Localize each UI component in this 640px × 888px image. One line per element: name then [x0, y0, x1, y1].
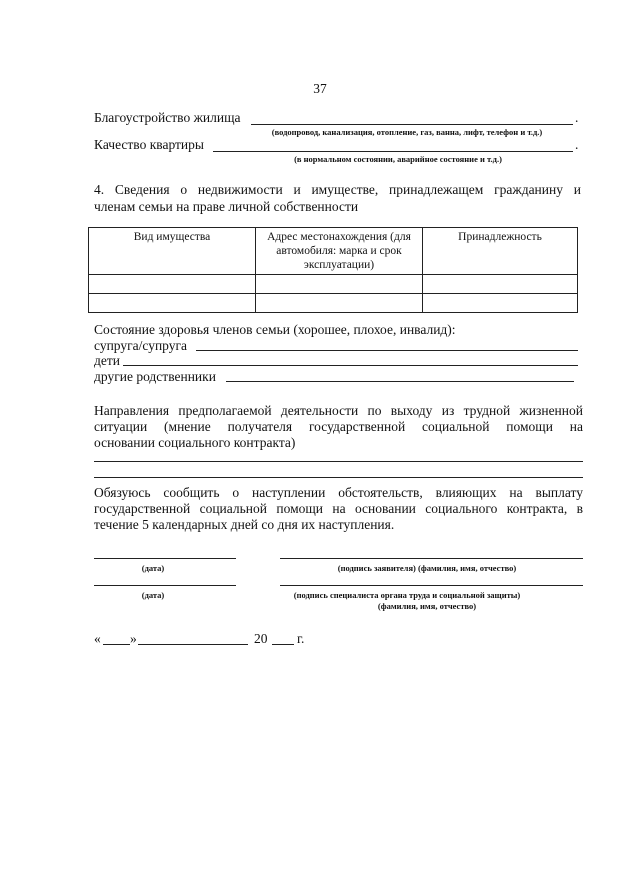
- applicant-signature-label: (подпись заявителя) (фамилия, имя, отчество): [337, 563, 517, 573]
- date-month-field[interactable]: [138, 644, 248, 645]
- property-ownership-cell[interactable]: [423, 294, 578, 313]
- specialist-signature-field[interactable]: [280, 585, 583, 586]
- property-table-header-row: [89, 228, 578, 275]
- directions-field-1[interactable]: [94, 461, 583, 462]
- obligation-line3: течение 5 календарных дней со дня их наступления.: [94, 517, 395, 532]
- directions-line1: Направления предполагаемой деятельности по выходу из трудной жизненной: [94, 403, 583, 418]
- property-type-header: Вид имущества: [89, 228, 256, 275]
- obligation-line2: государственной социальной помощи на основании социального контракта, в: [94, 501, 583, 516]
- date-open-quote: «: [94, 631, 101, 646]
- applicant-date-field[interactable]: [94, 558, 236, 559]
- section4-line2: членам семьи на праве личной собственности: [94, 199, 359, 214]
- apartment-quality-end-dot: .: [575, 137, 579, 152]
- spouse-label: супруга/супруга: [94, 338, 188, 353]
- children-label: дети: [94, 353, 120, 368]
- property-ownership-header: Принадлежность: [423, 228, 578, 275]
- children-health-field[interactable]: [123, 365, 578, 366]
- applicant-date-label: (дата): [141, 563, 165, 573]
- table-row: [89, 275, 578, 294]
- date-year-suffix: г.: [297, 631, 305, 646]
- specialist-signature-label: (подпись специалиста органа труда и социальной защиты): [293, 590, 521, 600]
- relatives-health-field[interactable]: [226, 381, 574, 382]
- property-address-header: Адрес местонахождения (для автомобиля: марка и срок эксплуатации): [256, 228, 423, 275]
- specialist-name-label: (фамилия, имя, отчество): [377, 601, 477, 611]
- relatives-label: другие родственники: [94, 369, 216, 384]
- housing-improvement-field[interactable]: [251, 124, 573, 125]
- directions-line2: ситуации (мнение получателя государственной социальной помощи на: [94, 419, 583, 434]
- table-row: [89, 294, 578, 313]
- date-day-field[interactable]: [103, 644, 130, 645]
- spouse-health-field[interactable]: [196, 350, 578, 351]
- property-type-cell[interactable]: [89, 275, 256, 294]
- page-number: 37: [313, 81, 327, 96]
- property-address-cell[interactable]: [256, 275, 423, 294]
- housing-improvement-label: Благоустройство жилища: [94, 110, 241, 125]
- obligation-line1: Обязуюсь сообщить о наступлении обстоятельств, влияющих на выплату: [94, 485, 583, 500]
- apartment-quality-hint: (в нормальном состоянии, аварийное состояние и т.д.): [294, 154, 502, 164]
- applicant-signature-field[interactable]: [280, 558, 583, 559]
- specialist-date-field[interactable]: [94, 585, 236, 586]
- property-table: [88, 227, 578, 313]
- date-close-quote: »: [130, 631, 137, 646]
- section4-line1: 4. Сведения о недвижимости и имуществе, принадлежащем гражданину и: [94, 182, 581, 197]
- housing-improvement-end-dot: .: [575, 110, 579, 125]
- specialist-date-label: (дата): [141, 590, 165, 600]
- apartment-quality-field[interactable]: [213, 151, 573, 152]
- property-ownership-cell[interactable]: [423, 275, 578, 294]
- property-address-cell[interactable]: [256, 294, 423, 313]
- health-title: Состояние здоровья членов семьи (хорошее, плохое, инвалид):: [94, 322, 456, 337]
- date-year-field[interactable]: [272, 644, 294, 645]
- housing-improvement-hint: (водопровод, канализация, отопление, газ, ванна, лифт, телефон и т.д.): [271, 127, 543, 137]
- property-type-cell[interactable]: [89, 294, 256, 313]
- directions-field-2[interactable]: [94, 477, 583, 478]
- apartment-quality-label: Качество квартиры: [94, 137, 204, 152]
- directions-line3: основании социального контракта): [94, 435, 296, 450]
- date-year-prefix: 20: [254, 631, 268, 646]
